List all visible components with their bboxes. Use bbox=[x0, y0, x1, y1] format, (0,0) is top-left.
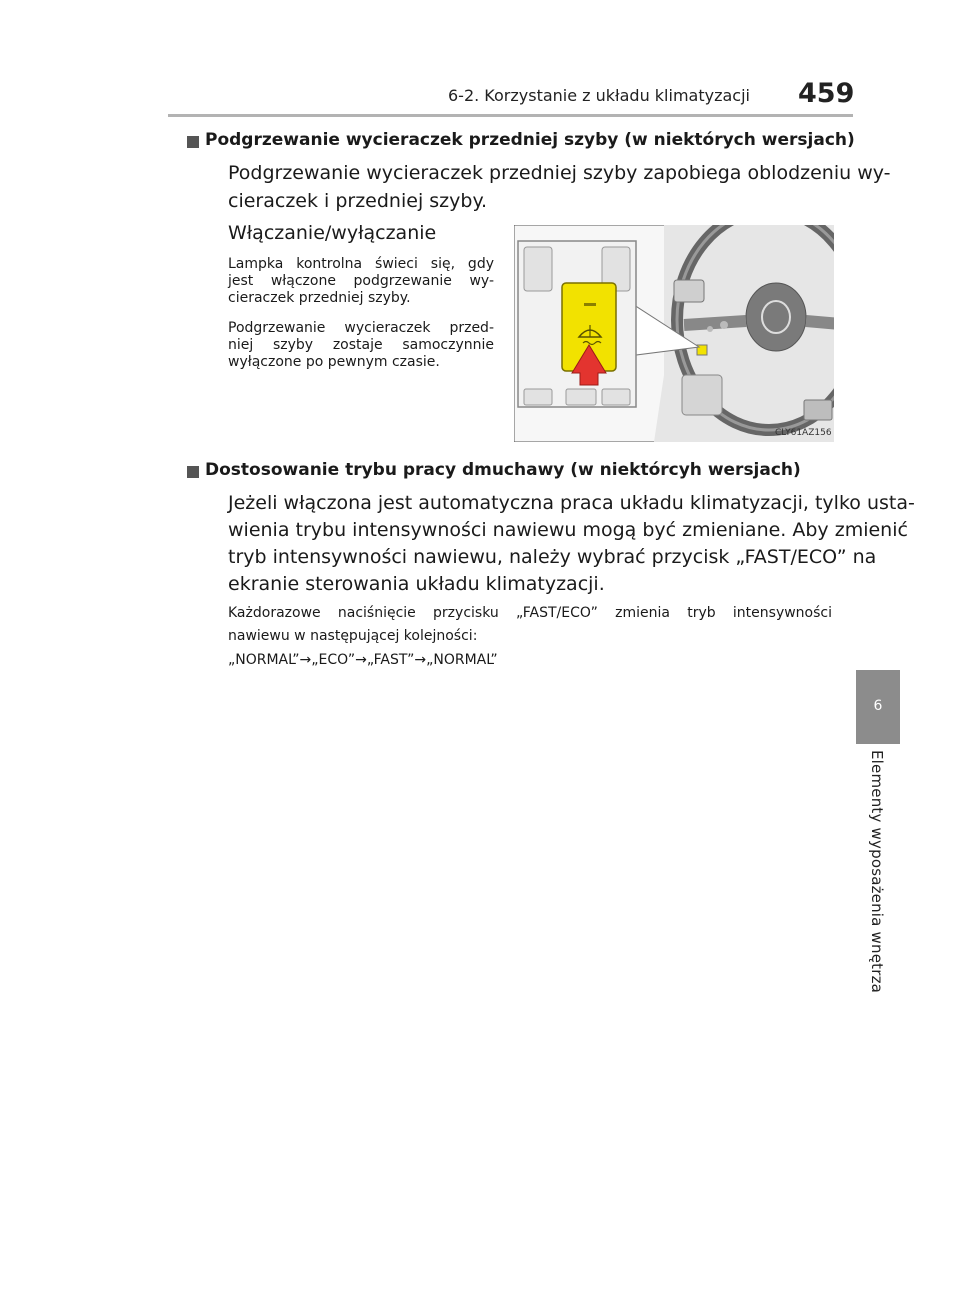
header-rule bbox=[168, 114, 853, 117]
note-line: Podgrzewanie wycieraczek przed- bbox=[228, 320, 494, 336]
note-line: Każdorazowe naciśnięcie przycisku „FAST/ECO” zmienia tryb intensywności bbox=[228, 605, 832, 621]
body-line: tryb intensywności nawiewu, należy wybrać przycisk „FAST/ECO” na bbox=[228, 546, 877, 568]
wiper-deicer-illustration bbox=[514, 225, 834, 442]
arrow-right-icon: → bbox=[299, 652, 312, 668]
note-line: niej szyby zostaje samoczynnie bbox=[228, 337, 494, 353]
section-heading-blower-mode: Dostosowanie trybu pracy dmuchawy (w niektórcyh wersjach) bbox=[205, 460, 801, 480]
body-line: ekranie sterowania układu klimatyzacji. bbox=[228, 573, 605, 595]
note-line: wyłączone po pewnym czasie. bbox=[228, 354, 440, 370]
chapter-number: 6 bbox=[873, 698, 883, 714]
section-bullet-icon bbox=[187, 466, 199, 478]
toggle-label: Włączanie/wyłączanie bbox=[228, 222, 437, 244]
arrow-right-icon: → bbox=[414, 652, 427, 668]
body-line: Jeżeli włączona jest automatyczna praca układu klimatyzacji, tylko usta- bbox=[228, 492, 915, 514]
mode-eco: „ECO” bbox=[311, 652, 356, 668]
arrow-right-icon: → bbox=[355, 652, 367, 668]
mode-fast: „FAST” bbox=[366, 652, 415, 668]
body-line: Podgrzewanie wycieraczek przedniej szyby zapobiega oblodzeniu wy- bbox=[228, 162, 891, 184]
mode-sequence bbox=[228, 652, 498, 668]
running-header: 6-2. Korzystanie z układu klimatyzacji bbox=[448, 86, 750, 105]
section-heading-wiper-deicer: Podgrzewanie wycieraczek przedniej szyby (w niektórych wersjach) bbox=[205, 130, 855, 150]
note-line: nawiewu w następującej kolejności: bbox=[228, 628, 478, 644]
chapter-title: Elementy wyposażenia wnętrza bbox=[868, 750, 886, 994]
illustration-code: CLY61AZ156 bbox=[775, 428, 832, 438]
body-line: cieraczek i przedniej szyby. bbox=[228, 190, 488, 212]
section-bullet-icon bbox=[187, 136, 199, 148]
page-number: 459 bbox=[798, 78, 855, 109]
note-line: Lampka kontrolna świeci się, gdy bbox=[228, 256, 494, 272]
note-line: jest włączone podgrzewanie wy- bbox=[228, 273, 494, 289]
mode-normal: „NORMAL” bbox=[426, 652, 498, 668]
note-line: cieraczek przedniej szyby. bbox=[228, 290, 411, 306]
body-line: wienia trybu intensywności nawiewu mogą być zmieniane. Aby zmienić bbox=[228, 519, 908, 541]
mode-normal: „NORMAL” bbox=[228, 652, 300, 668]
